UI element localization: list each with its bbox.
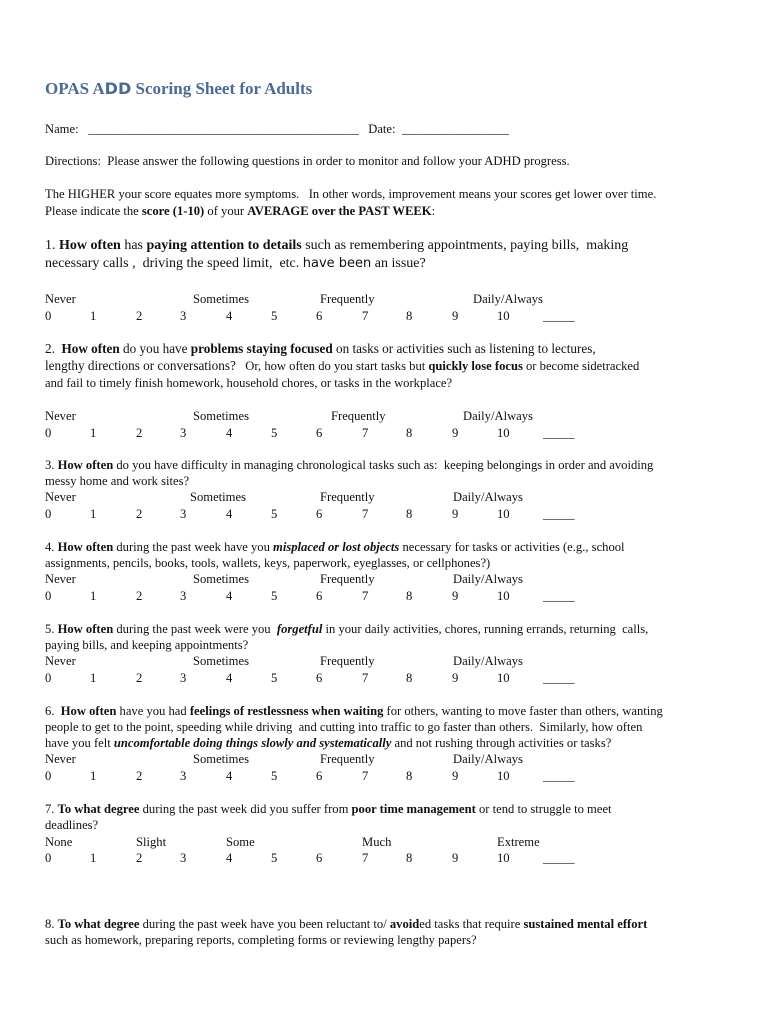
scale-label-extreme: Extreme — [497, 835, 540, 849]
score-3[interactable]: 3 — [180, 507, 187, 521]
score-0[interactable]: 0 — [45, 589, 52, 603]
score-4[interactable]: 4 — [226, 671, 233, 685]
score-9[interactable]: 9 — [452, 507, 459, 521]
score-7[interactable]: 7 — [362, 851, 369, 865]
answer-blank[interactable]: _____ — [543, 671, 575, 685]
name-date-line — [45, 121, 509, 137]
score-1[interactable]: 1 — [90, 851, 97, 865]
score-8[interactable]: 8 — [406, 769, 413, 783]
score-5[interactable]: 5 — [271, 507, 278, 521]
scale-label-never: Never — [45, 409, 76, 423]
score-6[interactable]: 6 — [316, 309, 323, 323]
scale-label-daily: Daily/Always — [453, 490, 523, 504]
score-3[interactable]: 3 — [180, 671, 187, 685]
score-5[interactable]: 5 — [271, 589, 278, 603]
score-9[interactable]: 9 — [452, 589, 459, 603]
score-2[interactable]: 2 — [136, 309, 143, 323]
score-7[interactable]: 7 — [362, 671, 369, 685]
scale-label-frequently: Frequently — [320, 490, 375, 504]
question-5-line-1: 5. How often during the past week were you forgetful in your daily activities, chores, running errands, returning calls, — [45, 622, 649, 636]
date-label: Date: — [368, 122, 396, 136]
score-10[interactable]: 10 — [497, 851, 510, 865]
answer-blank[interactable]: _____ — [543, 589, 575, 603]
score-6[interactable]: 6 — [316, 671, 323, 685]
scale-label-sometimes: Sometimes — [193, 752, 249, 766]
score-1[interactable]: 1 — [90, 309, 97, 323]
scale-label-frequently: Frequently — [320, 572, 375, 586]
question-6-line-1: 6. How often have you had feelings of restlessness when waiting for others, wanting to move faster than others, wanting — [45, 704, 663, 718]
question-2-line-2: lengthy directions or conversations? Or, how often do you start tasks but quickly lose focus or become sidetracked — [45, 358, 640, 373]
score-6[interactable]: 6 — [316, 851, 323, 865]
score-2[interactable]: 2 — [136, 426, 143, 440]
score-3[interactable]: 3 — [180, 851, 187, 865]
score-7[interactable]: 7 — [362, 309, 369, 323]
score-2[interactable]: 2 — [136, 851, 143, 865]
score-4[interactable]: 4 — [226, 589, 233, 603]
question-4-line-1: 4. How often during the past week have you misplaced or lost objects necessary for tasks or activities (e.g., school — [45, 540, 625, 554]
score-9[interactable]: 9 — [452, 309, 459, 323]
scale-label-slight: Slight — [136, 835, 167, 849]
question-6-line-3: have you felt uncomfortable doing things slowly and systematically and not rushing through activities or tasks? — [45, 736, 612, 750]
scale-label-frequently: Frequently — [320, 654, 375, 668]
score-2[interactable]: 2 — [136, 589, 143, 603]
score-5[interactable]: 5 — [271, 309, 278, 323]
answer-blank[interactable]: _____ — [543, 507, 575, 521]
score-1[interactable]: 1 — [90, 589, 97, 603]
intro-line-2: Please indicate the score (1-10) of your AVERAGE over the PAST WEEK: — [45, 204, 436, 218]
scale-label-daily: Daily/Always — [453, 752, 523, 766]
question-7-line-2: deadlines? — [45, 818, 99, 832]
score-2[interactable]: 2 — [136, 671, 143, 685]
answer-blank[interactable]: _____ — [543, 851, 575, 865]
score-4[interactable]: 4 — [226, 507, 233, 521]
question-5-line-2: paying bills, and keeping appointments? — [45, 638, 249, 652]
score-8[interactable]: 8 — [406, 507, 413, 521]
score-1[interactable]: 1 — [90, 769, 97, 783]
score-7[interactable]: 7 — [362, 769, 369, 783]
scale-label-frequently: Frequently — [320, 752, 375, 766]
scale-label-never: Never — [45, 752, 76, 766]
score-9[interactable]: 9 — [452, 769, 459, 783]
score-4[interactable]: 4 — [226, 426, 233, 440]
score-0[interactable]: 0 — [45, 851, 52, 865]
answer-blank[interactable]: _____ — [543, 426, 575, 440]
score-1[interactable]: 1 — [90, 426, 97, 440]
score-7[interactable]: 7 — [362, 426, 369, 440]
score-5[interactable]: 5 — [271, 769, 278, 783]
scale-label-daily: Daily/Always — [463, 409, 533, 423]
scale-label-much: Much — [362, 835, 392, 849]
score-9[interactable]: 9 — [452, 851, 459, 865]
score-6[interactable]: 6 — [316, 589, 323, 603]
score-3[interactable]: 3 — [180, 769, 187, 783]
score-2[interactable]: 2 — [136, 507, 143, 521]
answer-blank[interactable]: _____ — [543, 769, 575, 783]
score-3[interactable]: 3 — [180, 309, 187, 323]
score-1[interactable]: 1 — [90, 671, 97, 685]
scale-label-never: Never — [45, 572, 76, 586]
score-0[interactable]: 0 — [45, 426, 52, 440]
question-3-line-2: messy home and work sites? — [45, 474, 190, 488]
score-7[interactable]: 7 — [362, 589, 369, 603]
scale-label-daily: Daily/Always — [453, 572, 523, 586]
scale-label-frequently: Frequently — [320, 292, 375, 306]
scale-label-some: Some — [226, 835, 255, 849]
question-7-line-1: 7. To what degree during the past week did you suffer from poor time management or tend to struggle to meet — [45, 802, 612, 816]
score-8[interactable]: 8 — [406, 426, 413, 440]
score-6[interactable]: 6 — [316, 507, 323, 521]
name-label: Name: — [45, 122, 79, 136]
intro-line-1: The HIGHER your score equates more symptoms. In other words, improvement means your scores get lower over time. — [45, 187, 657, 201]
scale-label-never: Never — [45, 292, 76, 306]
scale-label-frequently: Frequently — [331, 409, 386, 423]
page-title: OPAS ADD Scoring Sheet for Adults — [45, 79, 313, 98]
scale-label-daily: Daily/Always — [473, 292, 543, 306]
score-1[interactable]: 1 — [90, 507, 97, 521]
question-1-line-2: necessary calls , driving the speed limit, etc. have been an issue? — [45, 256, 426, 271]
score-0[interactable]: 0 — [45, 309, 52, 323]
question-8-line-1: 8. To what degree during the past week have you been reluctant to/ avoided tasks that require sustained mental effort — [45, 917, 648, 931]
question-3-line-1: 3. How often do you have difficulty in managing chronological tasks such as: keeping belongings in order and avoiding — [45, 458, 654, 472]
answer-blank[interactable]: _____ — [543, 309, 575, 323]
score-10[interactable]: 10 — [497, 769, 510, 783]
score-7[interactable]: 7 — [362, 507, 369, 521]
score-8[interactable]: 8 — [406, 309, 413, 323]
directions-text: Directions: Please answer the following questions in order to monitor and follow your ADHD progress. — [45, 154, 570, 168]
score-8[interactable]: 8 — [406, 671, 413, 685]
score-10[interactable]: 10 — [497, 309, 510, 323]
scale-label-none: None — [45, 835, 73, 849]
question-6-line-2: people to get to the point, speeding while driving and cutting into traffic to go faster than others. Similarly, how often — [45, 720, 643, 734]
score-5[interactable]: 5 — [271, 851, 278, 865]
score-2[interactable]: 2 — [136, 769, 143, 783]
score-3[interactable]: 3 — [180, 426, 187, 440]
scale-label-never: Never — [45, 490, 76, 504]
score-9[interactable]: 9 — [452, 671, 459, 685]
score-4[interactable]: 4 — [226, 769, 233, 783]
score-8[interactable]: 8 — [406, 589, 413, 603]
name-blank[interactable]: ___________________________________________ — [88, 122, 359, 136]
scale-label-sometimes: Sometimes — [193, 409, 249, 423]
score-0[interactable]: 0 — [45, 507, 52, 521]
scale-label-sometimes: Sometimes — [190, 490, 246, 504]
score-4[interactable]: 4 — [226, 309, 233, 323]
score-10[interactable]: 10 — [497, 507, 510, 521]
score-6[interactable]: 6 — [316, 769, 323, 783]
score-6[interactable]: 6 — [316, 426, 323, 440]
question-2-line-3: and fail to timely finish homework, household chores, or tasks in the workplace? — [45, 376, 453, 390]
scale-label-never: Never — [45, 654, 76, 668]
score-0[interactable]: 0 — [45, 769, 52, 783]
score-10[interactable]: 10 — [497, 589, 510, 603]
score-3[interactable]: 3 — [180, 589, 187, 603]
question-1-line-1: 1. How often has paying attention to details such as remembering appointments, paying bills, making — [45, 238, 629, 253]
score-0[interactable]: 0 — [45, 671, 52, 685]
question-8-line-2: such as homework, preparing reports, completing forms or reviewing lengthy papers? — [45, 933, 477, 947]
score-5[interactable]: 5 — [271, 671, 278, 685]
scale-label-daily: Daily/Always — [453, 654, 523, 668]
question-2-line-1: 2. How often do you have problems staying focused on tasks or activities such as listening to lectures, — [45, 341, 596, 356]
score-10[interactable]: 10 — [497, 426, 510, 440]
scale-label-sometimes: Sometimes — [193, 292, 249, 306]
date-blank[interactable]: _________________ — [401, 122, 509, 136]
score-10[interactable]: 10 — [497, 671, 510, 685]
scale-label-sometimes: Sometimes — [193, 654, 249, 668]
score-5[interactable]: 5 — [271, 426, 278, 440]
score-4[interactable]: 4 — [226, 851, 233, 865]
question-4-line-2: assignments, pencils, books, tools, wallets, keys, paperwork, eyeglasses, or cellphones?) — [45, 556, 491, 570]
score-8[interactable]: 8 — [406, 851, 413, 865]
scale-label-sometimes: Sometimes — [193, 572, 249, 586]
score-9[interactable]: 9 — [452, 426, 459, 440]
